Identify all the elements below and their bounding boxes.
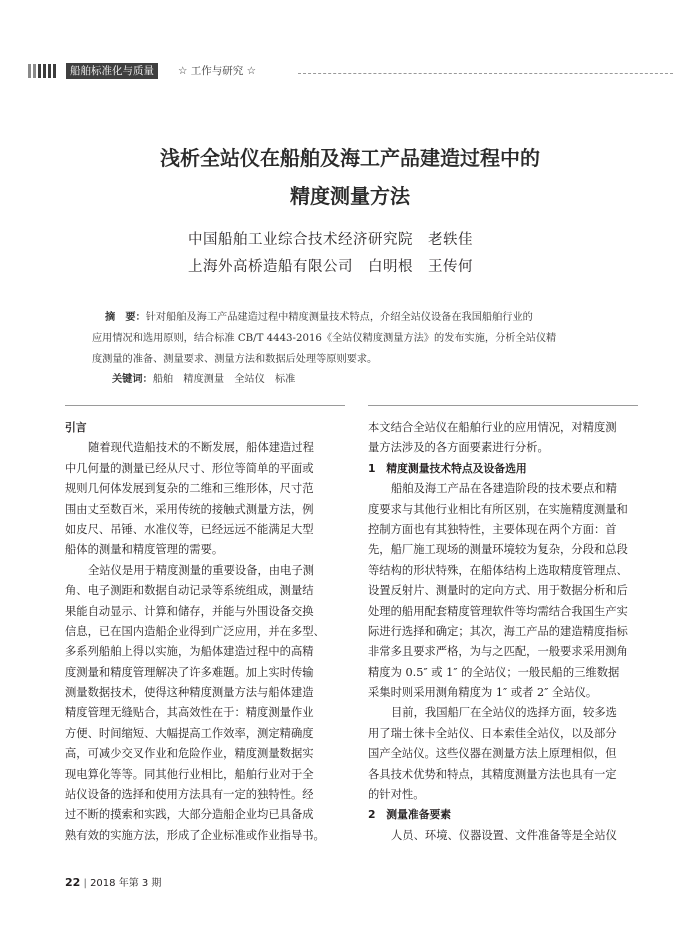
body-text-line: 际进行选择和确定；其次，海工产品的建造精度指标 (368, 624, 628, 638)
body-text-line: 非常多且要求严格，为与之匹配，一般要求采用测角 (368, 645, 628, 659)
issue-info: 2018 年第 3 期 (90, 878, 162, 889)
keywords-label: 关键词： (112, 374, 153, 385)
body-text-line: 角、电子测距和数据自动记录等系统组成，测量结 (65, 584, 314, 598)
body-text-line: 人员、环境、仪器设置、文件准备等是全站仪 (391, 828, 617, 842)
body-text-line: 围由丈至数百米，采用传统的接触式测量方法，例 (65, 502, 314, 516)
body-text-line: 船舶及海工产品在各建造阶段的技术要点和精 (391, 482, 617, 496)
article-title-line-2: 精度测量方法 (290, 184, 410, 208)
abstract (92, 307, 622, 370)
abstract-line: 度测量的准备、测量要求、测量方法和数据后处理等原则要求。 (92, 354, 378, 365)
journal-section-tag: 船舶标准化与质量 (66, 63, 158, 79)
body-text-line: 果能自动显示、计算和储存，并能与外围设备交换 (65, 604, 314, 618)
author-affiliation-1: 中国船舶工业综合技术经济研究院 老轶佳 (188, 232, 473, 248)
body-text-line: 方便、时间缩短、大幅提高工作效率，测定精确度 (65, 726, 314, 740)
section-heading: 引言 (65, 421, 87, 434)
body-text-line: 采集时则采用测角精度为 1″ 或者 2″ 全站仪。 (368, 686, 598, 700)
body-text-line: 如皮尺、吊锤、水准仪等，已经远远不能满足大型 (65, 522, 314, 536)
body-text-line: 规则几何体发展到复杂的二维和三维形体，尺寸范 (65, 482, 314, 496)
body-text-line: 度测量和精度管理解决了许多难题。加上实时传输 (65, 665, 314, 679)
column-label: ☆ 工作与研究 ☆ (178, 65, 257, 77)
body-text-line: 国产全站仪。这些仪器在测量方法上原理相似，但 (368, 747, 617, 761)
body-text-line: 度要求与其他行业相比有所区别，在实施精度测量和 (368, 502, 628, 516)
body-text-line: 处理的船用配套精度管理软件等均需结合我国生产实 (368, 604, 628, 618)
body-text-line: 信息，已在国内造船企业得到广泛应用，并在多型、 (65, 624, 325, 638)
keywords-text: 船舶 精度测量 全站仪 标准 (152, 374, 296, 385)
body-text-line: 中几何量的测量已经从尺寸、形位等简单的平面或 (65, 461, 314, 475)
section-heading: 2 测量准备要素 (368, 808, 452, 822)
body-text-line: 等结构的形状特殊，在船体结构上选取精度管理点、 (368, 563, 628, 577)
body-text-line: 用了瑞士徕卡全站仪、日本索佳全站仪，以及部分 (368, 726, 617, 740)
body-text-line: 各具技术优势和特点，其精度测量方法也具有一定 (368, 767, 617, 781)
body-text-line: 船体的测量和精度管理的需要。 (65, 543, 224, 557)
body-text-line: 控制方面也有其独特性，主要体现在两个方面：首 (368, 522, 617, 536)
header-rule (298, 73, 673, 74)
body-text-line: 现电算化等等。同其他行业相比，船舶行业对于全 (65, 767, 314, 781)
body-text-line: 的针对性。 (368, 788, 425, 802)
column-divider-left (65, 405, 345, 406)
section-heading: 1 精度测量技术特点及设备选用 (368, 461, 527, 475)
body-column-right (368, 418, 640, 846)
body-text-line: 精度为 0.5″ 或 1″ 的全站仪；一般民船的三维数据 (368, 665, 620, 679)
abstract-line: 应用情况和选用原则，结合标准 CB/T 4443-2016《全站仪精度测量方法》的发布实施，分析全站仪精 (92, 333, 557, 344)
abstract-label: 摘 要： (104, 312, 146, 323)
body-text-line: 目前，我国船厂在全站仪的选择方面，较多选 (391, 706, 617, 720)
author-affiliation-2: 上海外高桥造船有限公司 白明根 王传何 (188, 259, 473, 275)
body-text-line: 过不断的摸索和实践，大部分造船企业均已具备成 (65, 808, 314, 822)
abstract-line: 针对船舶及海工产品建造过程中精度测量技术特点，介绍全站仪设备在我国船舶行业的 (145, 312, 533, 323)
header-bars-decoration (28, 64, 56, 78)
column-divider-right (368, 405, 638, 406)
body-text-line: 高，可减少交叉作业和危险作业，精度测量数据实 (65, 747, 314, 761)
body-text-line: 量方法涉及的各方面要素进行分析。 (368, 441, 549, 455)
body-text-line: 设置反射片、测量时的定向方式、用于数据分析和后 (368, 584, 628, 598)
page-footer: 22 | 2018 年第 3 期 (65, 876, 162, 889)
keywords (112, 370, 295, 385)
body-text-line: 测量数据技术，使得这种精度测量方法与船体建造 (65, 686, 314, 700)
running-header (28, 63, 673, 79)
body-text-line: 本文结合全站仪在船舶行业的应用情况，对精度测 (368, 421, 617, 434)
body-text-line: 多系列船舶上得以实施，为船体建造过程中的高精 (65, 645, 314, 659)
article-title-line-1: 浅析全站仪在船舶及海工产品建造过程中的 (160, 146, 540, 170)
body-text-line: 随着现代造船技术的不断发展，船体建造过程 (88, 441, 314, 455)
body-text-line: 精度管理无缝贴合，其高效性在于：精度测量作业 (65, 706, 314, 720)
body-column-left (65, 418, 345, 846)
body-text-line: 站仪设备的选择和使用方法具有一定的独特性。经 (65, 788, 314, 802)
body-text-line: 全站仪是用于精度测量的重要设备，由电子测 (88, 563, 314, 577)
body-text-line: 熟有效的实施方法，形成了企业标准或作业指导书。 (65, 828, 325, 842)
page-number: 22 (65, 876, 81, 889)
body-text-line: 先，船厂施工现场的测量环境较为复杂，分段和总段 (368, 543, 628, 557)
